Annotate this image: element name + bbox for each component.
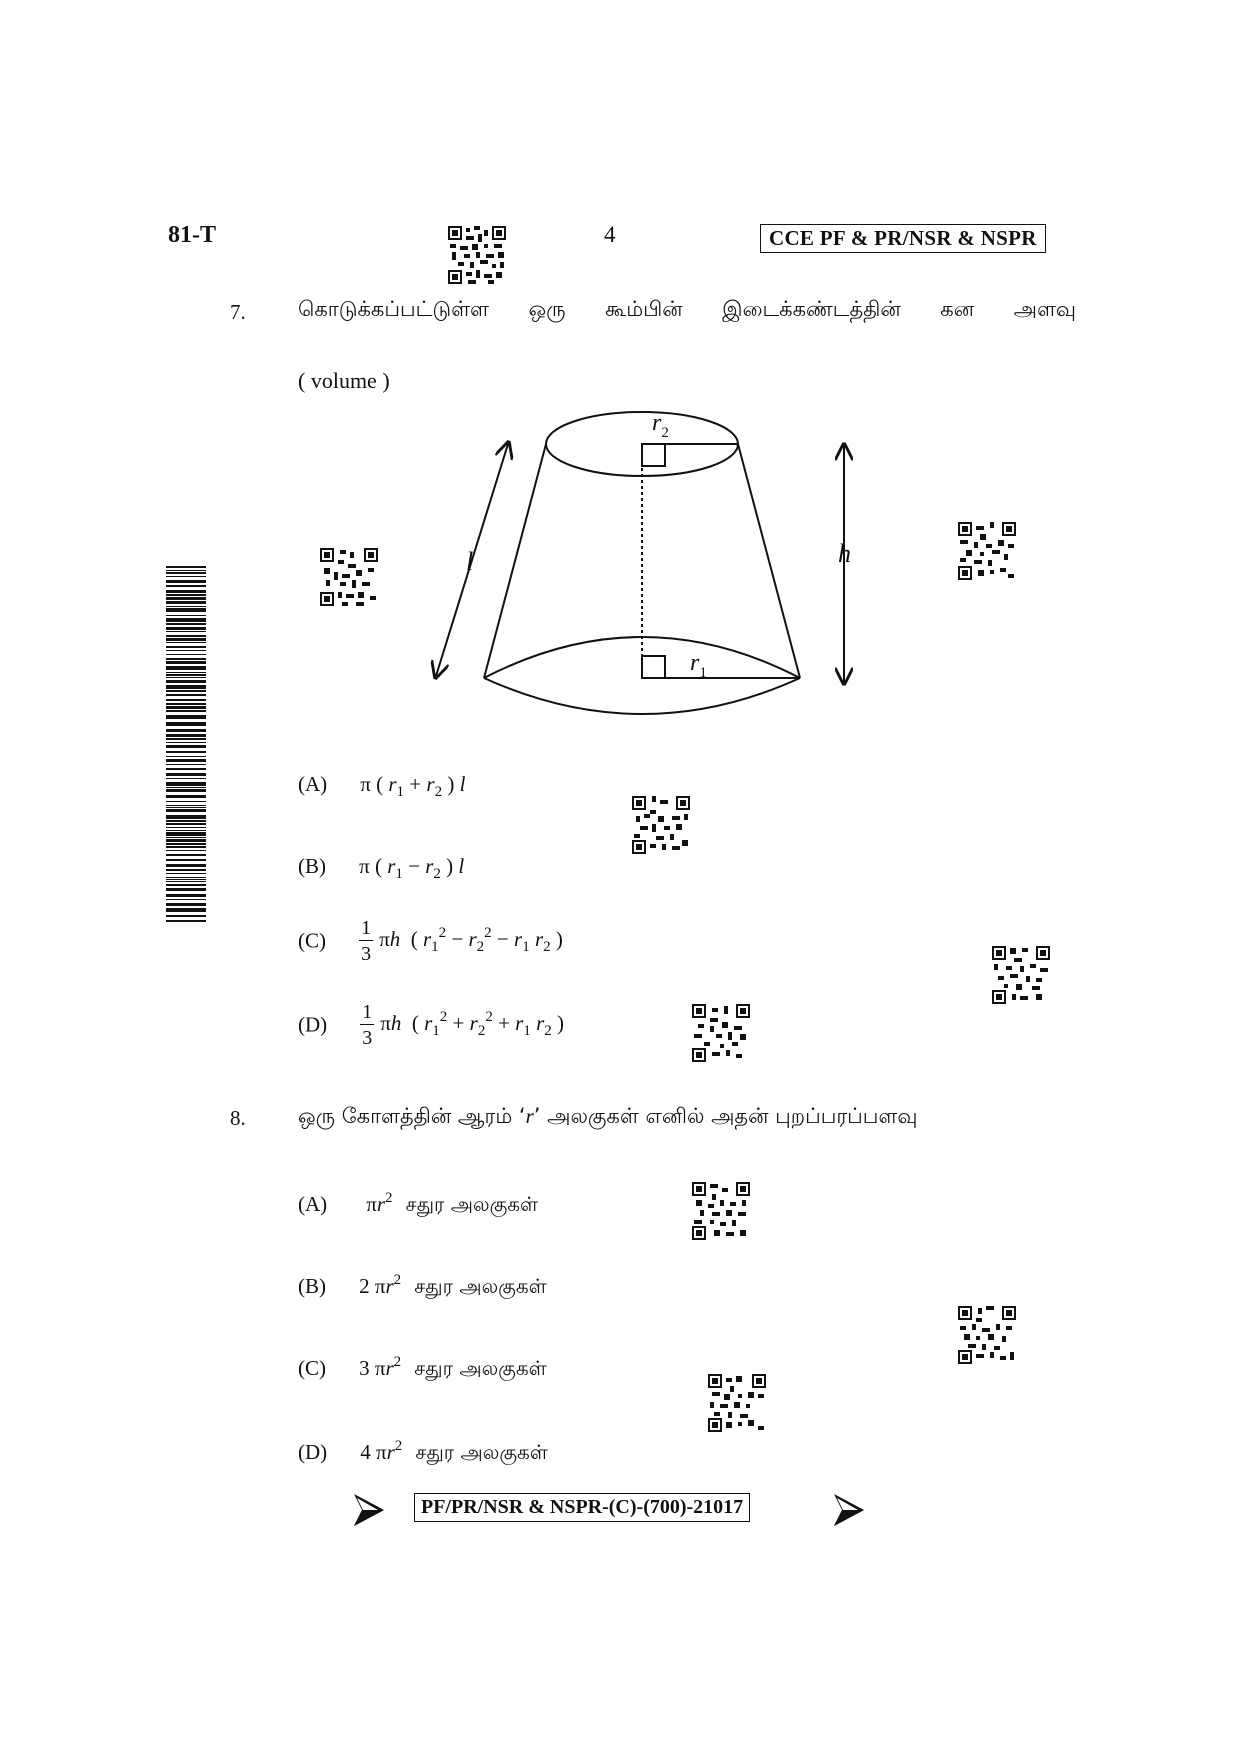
label-h: h xyxy=(838,539,851,568)
q7-option-b[interactable] xyxy=(298,854,464,883)
q8-option-c[interactable] xyxy=(298,1354,547,1383)
option-formula: 4 $\pi r^2$ xyxy=(360,1438,403,1464)
qr-code-icon xyxy=(320,548,378,606)
option-label: (A) xyxy=(298,772,328,796)
label-l: l xyxy=(466,547,474,576)
page-number: 4 xyxy=(604,222,616,247)
option-unit: சதுர அலகுகள் xyxy=(405,1192,539,1216)
q7-option-d[interactable] xyxy=(298,1002,564,1048)
option-label: (A) xyxy=(298,1192,328,1216)
qr-code-icon xyxy=(632,796,690,854)
option-label: (C) xyxy=(298,928,326,953)
qr-code-icon xyxy=(958,1306,1016,1364)
option-label: (C) xyxy=(298,1356,326,1380)
q8-option-b[interactable] xyxy=(298,1272,547,1301)
label-r1: $r_1$ xyxy=(690,650,707,681)
question-7-subtext: ( volume ) xyxy=(298,368,390,393)
qr-code-icon xyxy=(448,226,506,284)
option-label: (D) xyxy=(298,1440,328,1464)
option-unit: சதுர அலகுகள் xyxy=(414,1274,547,1298)
qr-code-icon xyxy=(992,946,1050,1004)
question-7-number: 7. xyxy=(230,300,246,324)
qr-code-icon xyxy=(692,1182,750,1240)
question-8-number: 8. xyxy=(230,1106,246,1130)
option-formula: π ( $r_1 - r_2$ ) l xyxy=(359,854,465,882)
footer-code-box: PF/PR/NSR & NSPR-(C)-(700)-21017 xyxy=(414,1493,750,1522)
paper-code-box: CCE PF & PR/NSR & NSPR xyxy=(760,224,1046,253)
label-r2: $r_2$ xyxy=(652,410,669,441)
option-label: (D) xyxy=(298,1012,328,1037)
q7-option-c[interactable] xyxy=(298,918,563,964)
barcode-icon xyxy=(166,566,206,922)
option-formula: 3 $\pi r^2$ xyxy=(359,1354,402,1380)
frustum-figure xyxy=(420,400,880,730)
option-label: (B) xyxy=(298,1274,326,1298)
option-formula: π ( $r_1 + r_2$ ) l xyxy=(360,772,466,800)
option-formula: $\frac{1}{3}$ πh ( $r_1^2 - r_2^2 - r_1$ $r_2$ ) xyxy=(361,917,563,965)
question-7-text: கொடுக்கப்பட்டுள்ள ஒரு கூம்பின் இடைக்கண்டத்தின் கன அளவு xyxy=(298,297,1076,321)
arrow-right-icon xyxy=(832,1492,866,1528)
paper-code-left: 81-T xyxy=(168,222,216,248)
question-8-text: ஒரு கோளத்தின் ஆரம் ‘r’ அலகுகள் எனில் அதன் புறப்பரப்பளவு xyxy=(298,1104,918,1128)
q8-option-d[interactable] xyxy=(298,1438,548,1467)
qr-code-icon xyxy=(708,1374,766,1432)
option-formula: 2 $\pi r^2$ xyxy=(359,1272,402,1298)
q8-option-a[interactable] xyxy=(298,1190,538,1219)
option-label: (B) xyxy=(298,854,326,878)
option-unit: சதுர அலகுகள் xyxy=(414,1356,547,1380)
arrow-right-icon xyxy=(352,1492,386,1528)
qr-code-icon xyxy=(692,1004,750,1062)
q7-option-a[interactable] xyxy=(298,772,465,801)
option-unit: சதுர அலகுகள் xyxy=(415,1440,548,1464)
option-formula: $\pi r^2$ xyxy=(366,1190,393,1216)
qr-code-icon xyxy=(958,522,1016,580)
option-formula: $\frac{1}{3}$ πh ( $r_1^2 + r_2^2 + r_1$ $r_2$ ) xyxy=(362,1001,565,1049)
